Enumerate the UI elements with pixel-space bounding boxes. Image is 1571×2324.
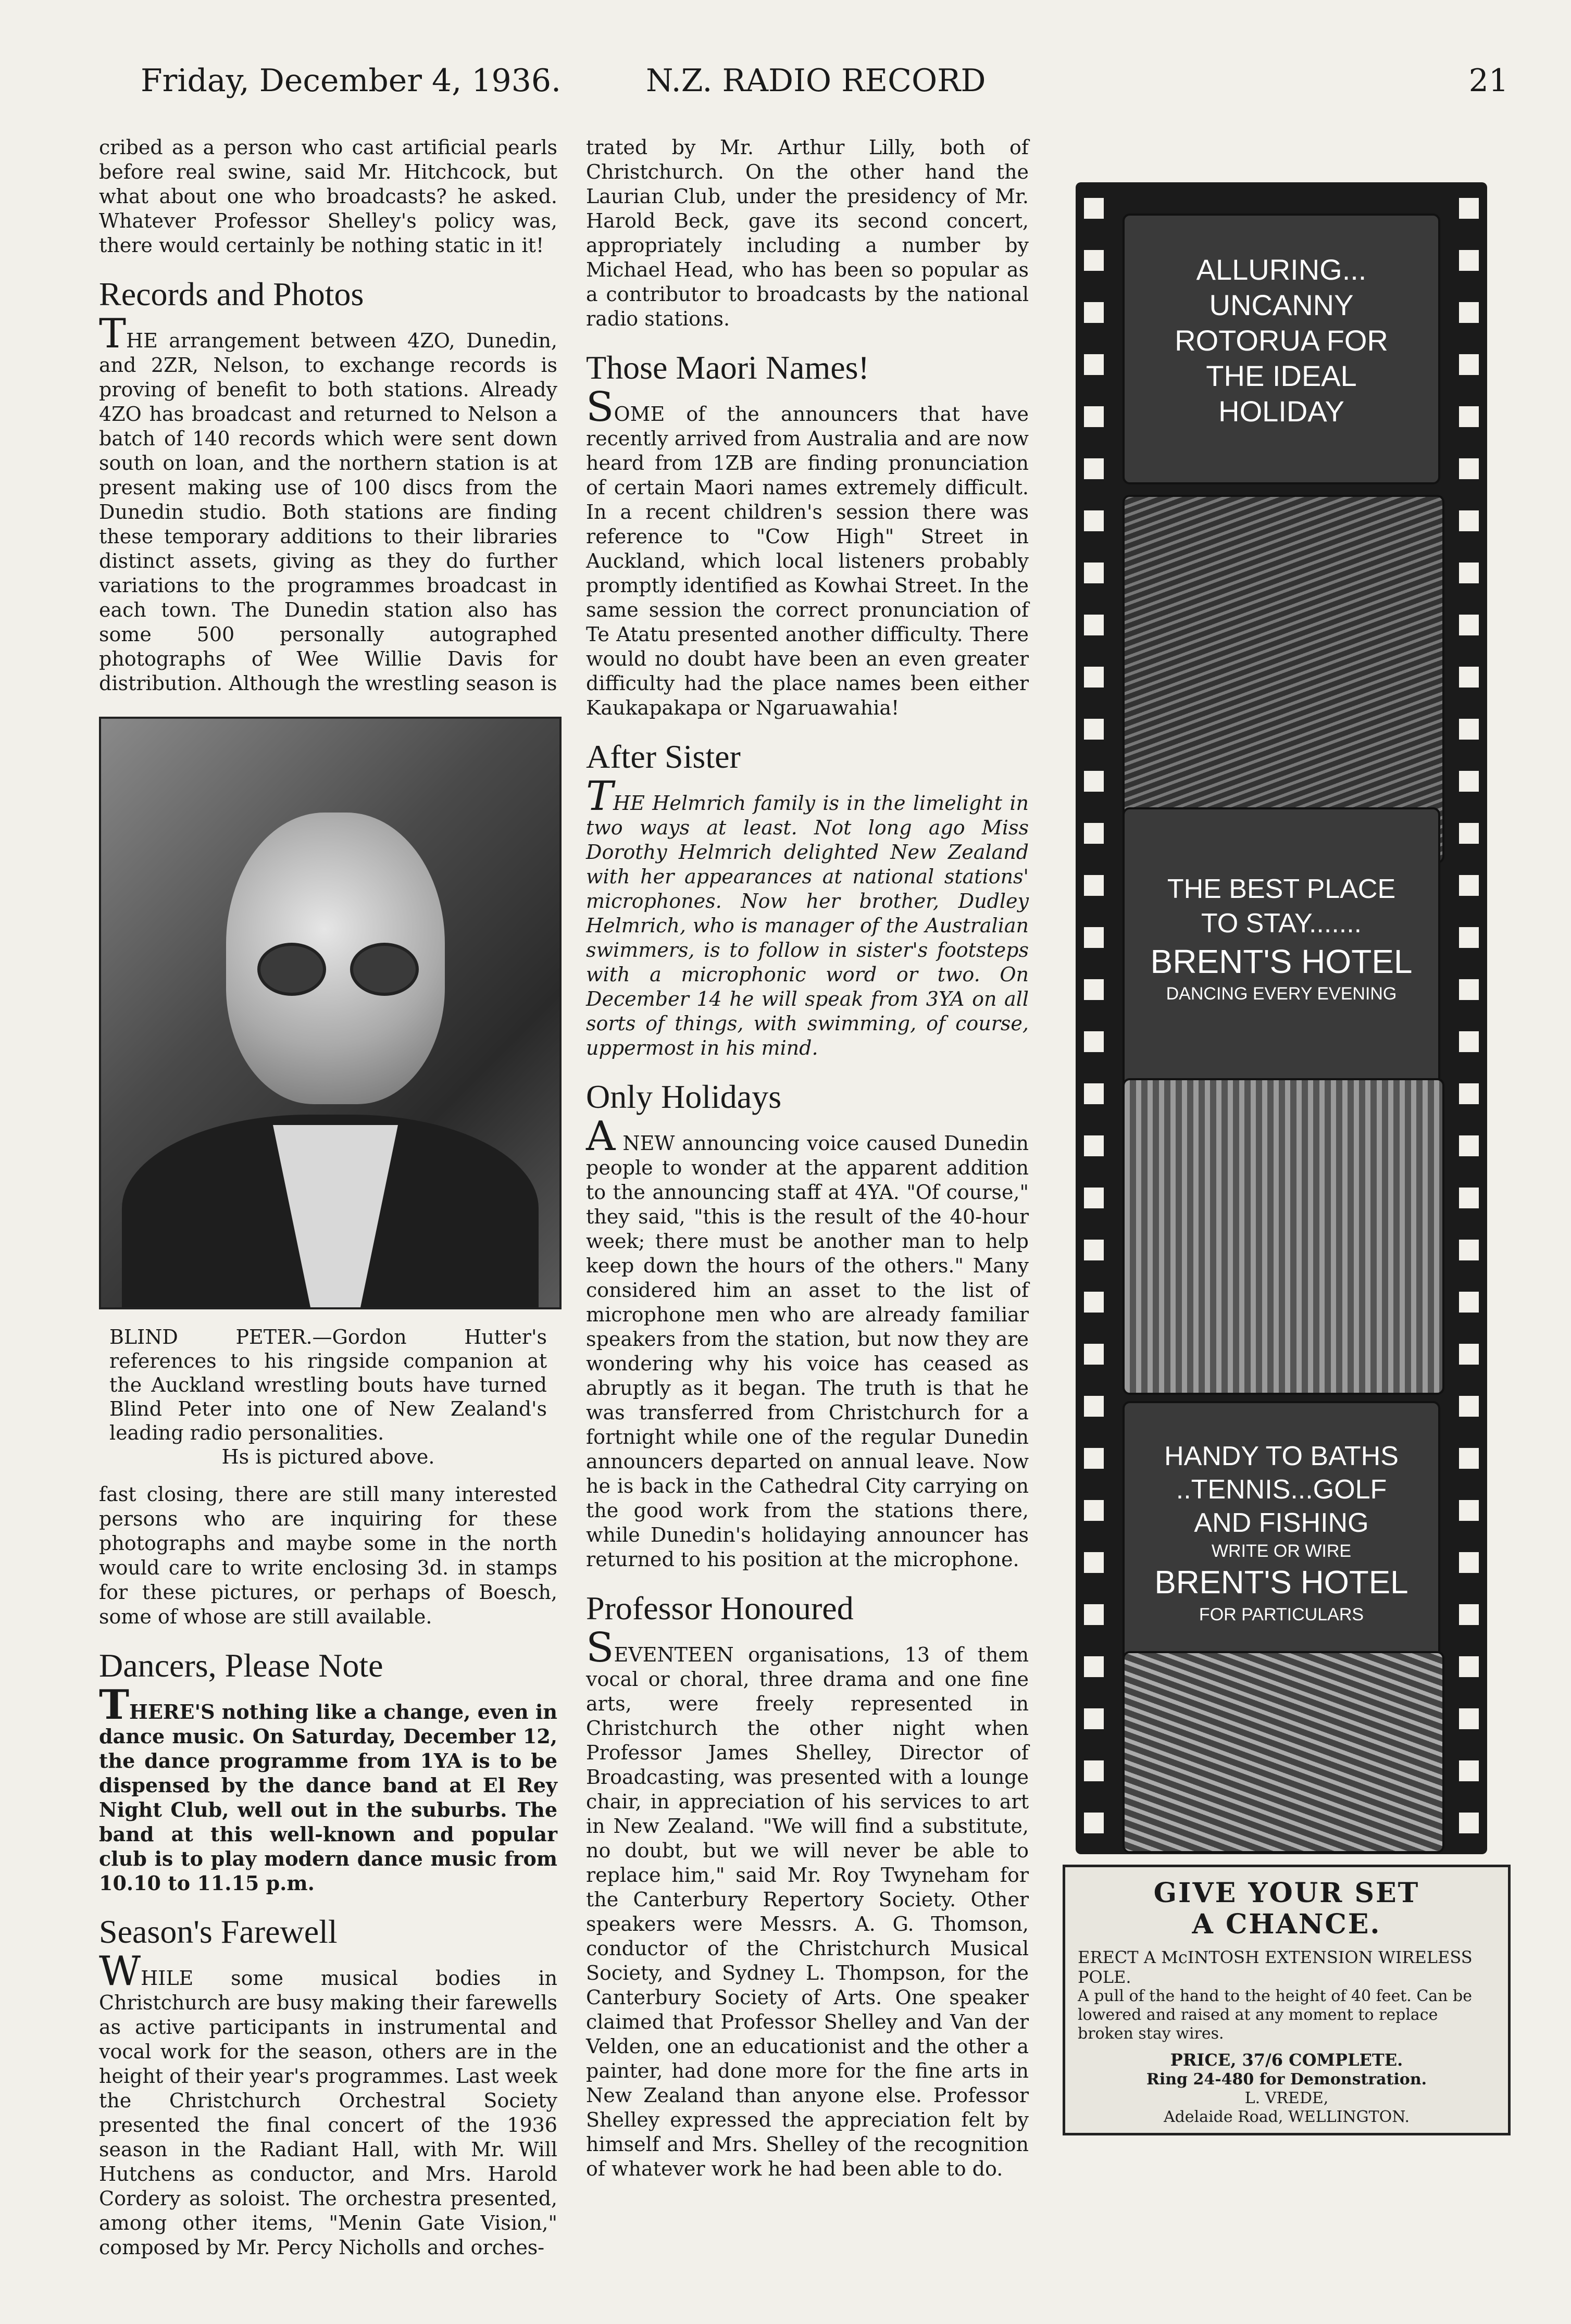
ad-frame-handy-to-baths: HANDY TO BATHS ..TENNIS...GOLF AND FISHING WRITE OR WIRE BRENT'S HOTEL FOR PARTICULARS [1123,1401,1440,1745]
dancers-paragraph: THERE'S nothing like a change, even in dance music. On Saturday, December 12, the dance programme from 1YA is to be dispensed by the dance band at El Rey Night Club, well out in the suburbs. The band at this well-known and popular club is to play modern dance music from 10.10 to 11.15 p.m. [99,1681,557,1895]
masthead-date: Friday, December 4, 1936. [141,63,562,99]
sprocket-holes-left [1084,182,1104,1854]
ad-lead: ERECT A McINTOSH EXTENSION WIRELESS POLE. [1078,1947,1473,1987]
intro-paragraph: cribed as a person who cast artificial pearls before real swine, said Mr. Hitchcock, but what about one who broadcasts? he asked. Whatever Professor Shelley's policy was, there would certainly be nothing static in it! [99,136,557,257]
column-left [99,135,557,2260]
ad-frame-dancing-illustration [1123,1651,1444,1853]
ad-frame-swimming-baths-illustration [1123,1078,1444,1395]
maori-paragraph: SOME of the announcers that have recently arrived from Australia and are now heard from 1ZB are finding pronunciation of certain Maori names extremely difficult. In a recent children's session there was reference to "Cow High" Street in Auckland, which local listeners probably promptly identified as Kowhai Street. In the same session the correct pronunciation of Te Atatu presented another difficulty. There would no doubt have been an even greater difficulty had the place names been either Kaukapakapa or Ngaruawahia! [586,384,1029,719]
caption-text: BLIND PETER.—Gordon Hutter's references to his ringside companion at the Auckland wrestling bouts have turned Blind Peter into one of New Zealand's leading radio personalities. [109,1326,547,1444]
ad-headline: GIVE YOUR SET [1153,1877,1420,1909]
records-continued: fast closing, there are still many interested persons who are inquiring for these photographs and maybe some in the north would care to write enclosing 3d. in stamps for these pictures, or perhaps of Boesch, some of whose are still available. [99,1483,557,1628]
professor-paragraph: SEVENTEEN organisations, 13 of them vocal or choral, three drama and one fine arts, were freely represented in Christchurch the other night when Professor James Shelley, Director of Broadcasting, was presented with a lounge chair, in appreciation of his services to art in New Zealand. "We will find a substitute, no doubt, but we will never be able to replace him," said Mr. Roy Twyneham for the Canterbury Repertory Society. Other speakers were Messrs. A. G. Thomson, conductor of the Christchurch Musical Society, and Sydney L. Thompson, for the Canterbury Society of Arts. One speaker claimed that Professor Shelley and Van der Velden, one an educationist and the other a painter, had done more for the fine arts in New Zealand than anyone else. Professor Shelley expressed the appreciation felt by himself and Mrs. Shelley of the recognition of whatever work he had been able to do. [586,1625,1029,2180]
glasses-icon [257,943,419,990]
ad-frame-best-place: THE BEST PLACE TO STAY....... BRENT'S HOTEL DANCING EVERY EVENING [1123,807,1440,1182]
season-paragraph: WHILE some musical bodies in Christchurch are busy making their farewells as active participants in instrumental and vocal work for the season, others are in the height of their year's programmes. Last week the Christchurch Orchestral Society presented the final concert of the 1936 season in the Radiant Hall, with Mr. Will Hutchens as conductor, and Mrs. Harold Cordery as soloist. The orchestra presented, among other items, "Menin Gate Vision," composed by Mr. Percy Nicholls and orches- [99,1948,557,2259]
professor-heading: Professor Honoured [586,1590,854,1627]
dancers-heading: Dancers, Please Note [99,1647,383,1684]
sister-paragraph: THE Helmrich family is in the limelight in two ways at least. Not long ago Miss Dorothy Helmrich delighted New Zealand with her appearances at national stations' microphones. Now her brother, Dudley Helmrich, who is manager of the Australian swimmers, is to follow in sister's footsteps with a microphonic word or two. On December 14 he will speak from 3YA on all sorts of things, with swimming, of course, uppermost in his mind. [586,773,1029,1059]
photo-caption [99,1325,557,1469]
intro-paragraph: trated by Mr. Arthur Lilly, both of Christchurch. On the other hand the Laurian Club, under the presidency of Mr. Harold Beck, gave its second concert, appropriately including a number by Michael Head, who has been so popular as a contributor to broadcasts by the national radio stations. [586,136,1029,330]
film-strip-advertisement [1076,182,1487,1854]
page-number: 21 [1468,63,1508,99]
holidays-heading: Only Holidays [586,1078,782,1115]
ad-price: PRICE, 37/6 COMPLETE. [1170,2050,1403,2070]
masthead-title: N.Z. RADIO RECORD [646,63,986,99]
column-middle [586,135,1029,2181]
maori-heading: Those Maori Names! [586,349,869,386]
holidays-paragraph: A NEW announcing voice caused Dunedin people to wonder at the apparent addition to the announcing staff at 4YA. "Of course," they said, "this is the result of the 40-hour week; there must be another man to help keep down the hours of the others." Many considered him an asset to the list of microphone men who are already familiar speakers from the station, but now they are wondering why his voice has ceased as abruptly as it began. The truth is that he was transferred from Christchurch for a fortnight while one of the regular Dunedin announcers departed on annual leave. Now he is back in the Cathedral City carrying on the good work from the stations there, while Dunedin's holidaying announcer has returned to his position at the microphone. [586,1113,1029,1571]
blind-peter-photo [99,717,562,1309]
caption-note: Hs is pictured above. [221,1445,435,1468]
sprocket-holes-right [1459,182,1479,1854]
ad-frame-rotorua: ALLURING... UNCANNY ROTORUA FOR THE IDEAL HOLIDAY [1123,214,1440,484]
masthead [120,63,1514,120]
ad-headline-2: A CHANCE. [1192,1908,1381,1940]
ad-body: A pull of the hand to the height of 40 feet. Can be lowered and raised at any moment to replace broken stay wires. [1078,1987,1473,2043]
records-heading: Records and Photos [99,276,364,313]
wireless-pole-advertisement [1063,1865,1511,2135]
ad-seller: L. VREDE, [1244,2089,1329,2107]
ad-phone: Ring 24-480 for Demonstration. [1146,2070,1427,2089]
sister-heading: After Sister [586,738,741,775]
records-paragraph: THE arrangement between 4ZO, Dunedin, and 2ZR, Nelson, to exchange records is proving of benefit to both stations. Already 4ZO has broadcast and returned to Nelson a batch of 140 records which were sent down south on loan, and the northern station is at present making use of 100 discs from the Dunedin studio. Both stations are finding these temporary additions to their libraries distinct assets, giving as they do further variations to the programmes broadcast in each town. The Dunedin station also has some 500 personally autographed photographs of Wee Willie Davis for distribution. Although the wrestling season is [99,310,557,695]
ad-address: Adelaide Road, WELLINGTON. [1163,2108,1410,2126]
season-heading: Season's Farewell [99,1913,338,1950]
